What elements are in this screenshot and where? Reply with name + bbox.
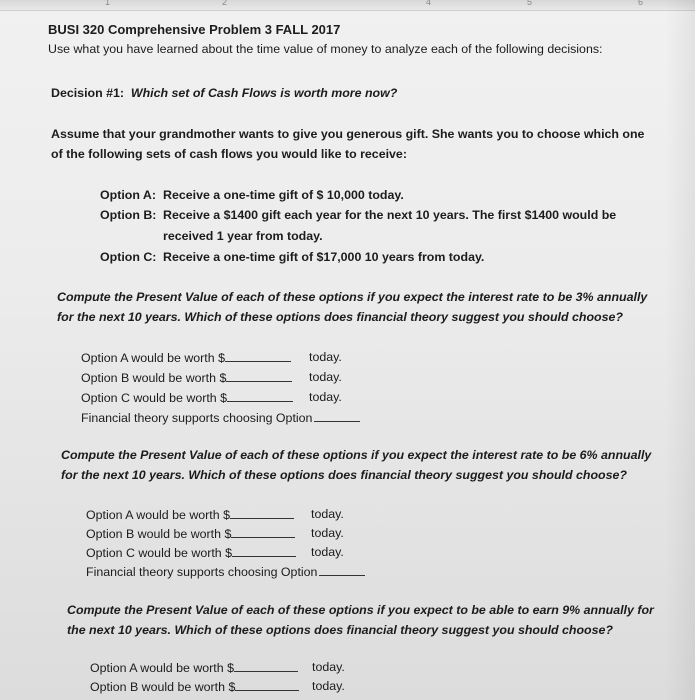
option-b-text-2: received 1 year from today. — [163, 229, 323, 243]
supports-label: Financial theory supports choosing Option — [81, 411, 313, 425]
question-9pct-line-1: Compute the Present Value of each of these options if you expect to be able to earn 9% annually for — [67, 603, 654, 617]
answer-row-c — [81, 390, 342, 405]
answer-row-a — [86, 507, 344, 522]
answer-a-label: Option A would be worth $ — [86, 508, 230, 522]
option-c-label: Option C: — [100, 250, 157, 264]
answer-a-blank[interactable] — [234, 660, 298, 672]
answer-row-c — [86, 545, 344, 560]
option-b-text: Receive a $1400 gift each year for the next 10 years. The first $1400 would be — [163, 208, 617, 222]
answer-row-a — [81, 350, 342, 365]
option-b-label: Option B: — [100, 208, 157, 222]
option-a-text: Receive a one-time gift of $ 10,000 today. — [163, 188, 404, 202]
ruler-mark: 4 — [426, 0, 432, 7]
edge-shadow — [665, 0, 695, 700]
answer-row-b — [81, 370, 342, 385]
answer-b-label: Option B would be worth $ — [86, 527, 232, 541]
answer-c-label: Option C would be worth $ — [81, 391, 228, 405]
ruler-mark: 5 — [527, 0, 533, 7]
option-a-label: Option A: — [100, 188, 156, 202]
document-subtitle: Use what you have learned about the time value of money to analyze each of the following decisions: — [48, 42, 603, 56]
document-title: BUSI 320 Comprehensive Problem 3 FALL 2017 — [48, 22, 341, 37]
question-6pct-line-1: Compute the Present Value of each of these options if you expect the interest rate to be 6% annually — [61, 448, 652, 462]
answer-c-blank[interactable] — [227, 390, 293, 402]
answer-b-blank[interactable] — [226, 370, 292, 382]
question-3pct-line-2: for the next 10 years. Which of these options does financial theory suggest you should choose? — [57, 310, 623, 324]
option-b — [100, 208, 617, 222]
answer-row-a — [90, 660, 345, 675]
today-label: today. — [311, 526, 344, 540]
option-c — [100, 250, 485, 264]
choice-blank[interactable] — [314, 410, 360, 422]
intro-line-1: Assume that your grandmother wants to give you generous gift. She wants you to choose which one — [51, 127, 645, 141]
answer-b-blank[interactable] — [235, 679, 299, 691]
today-label: today. — [311, 507, 344, 521]
answer-row-b — [90, 679, 345, 694]
answer-b-label: Option B would be worth $ — [81, 371, 227, 385]
ruler-mark: 6 — [638, 0, 644, 7]
answer-b-label: Option B would be worth $ — [90, 680, 236, 694]
answer-a-blank[interactable] — [230, 507, 294, 519]
ruler — [0, 0, 695, 11]
answer-a-blank[interactable] — [225, 350, 291, 362]
supports-label: Financial theory supports choosing Option — [86, 565, 318, 579]
today-label: today. — [311, 545, 344, 559]
ruler-mark: 2 — [222, 0, 228, 7]
today-label: today. — [309, 370, 342, 384]
answer-c-label: Option C would be worth $ — [86, 546, 233, 560]
answer-a-label: Option A would be worth $ — [81, 351, 225, 365]
intro-line-2: of the following sets of cash flows you would like to receive: — [51, 147, 407, 161]
decision-label: Decision #1: — [51, 86, 124, 100]
answer-c-blank[interactable] — [232, 545, 296, 557]
option-a — [100, 188, 404, 202]
today-label: today. — [309, 390, 342, 404]
answer-row-choice — [81, 410, 360, 425]
choice-blank[interactable] — [319, 564, 365, 576]
today-label: today. — [312, 679, 345, 693]
today-label: today. — [309, 350, 342, 364]
decision-heading — [51, 86, 397, 100]
ruler-mark: 1 — [105, 0, 111, 7]
question-3pct-line-1: Compute the Present Value of each of these options if you expect the interest rate to be 3% annually — [57, 290, 648, 304]
today-label: today. — [312, 660, 345, 674]
answer-a-label: Option A would be worth $ — [90, 661, 234, 675]
option-c-text: Receive a one-time gift of $17,000 10 years from today. — [163, 250, 485, 264]
answer-b-blank[interactable] — [231, 526, 295, 538]
question-9pct-line-2: the next 10 years. Which of these options does financial theory suggest you should choose? — [67, 623, 613, 637]
question-6pct-line-2: for the next 10 years. Which of these options does financial theory suggest you should choose? — [61, 468, 627, 482]
answer-row-b — [86, 526, 344, 541]
decision-question: Which set of Cash Flows is worth more now? — [130, 86, 398, 100]
answer-row-choice — [86, 564, 365, 579]
